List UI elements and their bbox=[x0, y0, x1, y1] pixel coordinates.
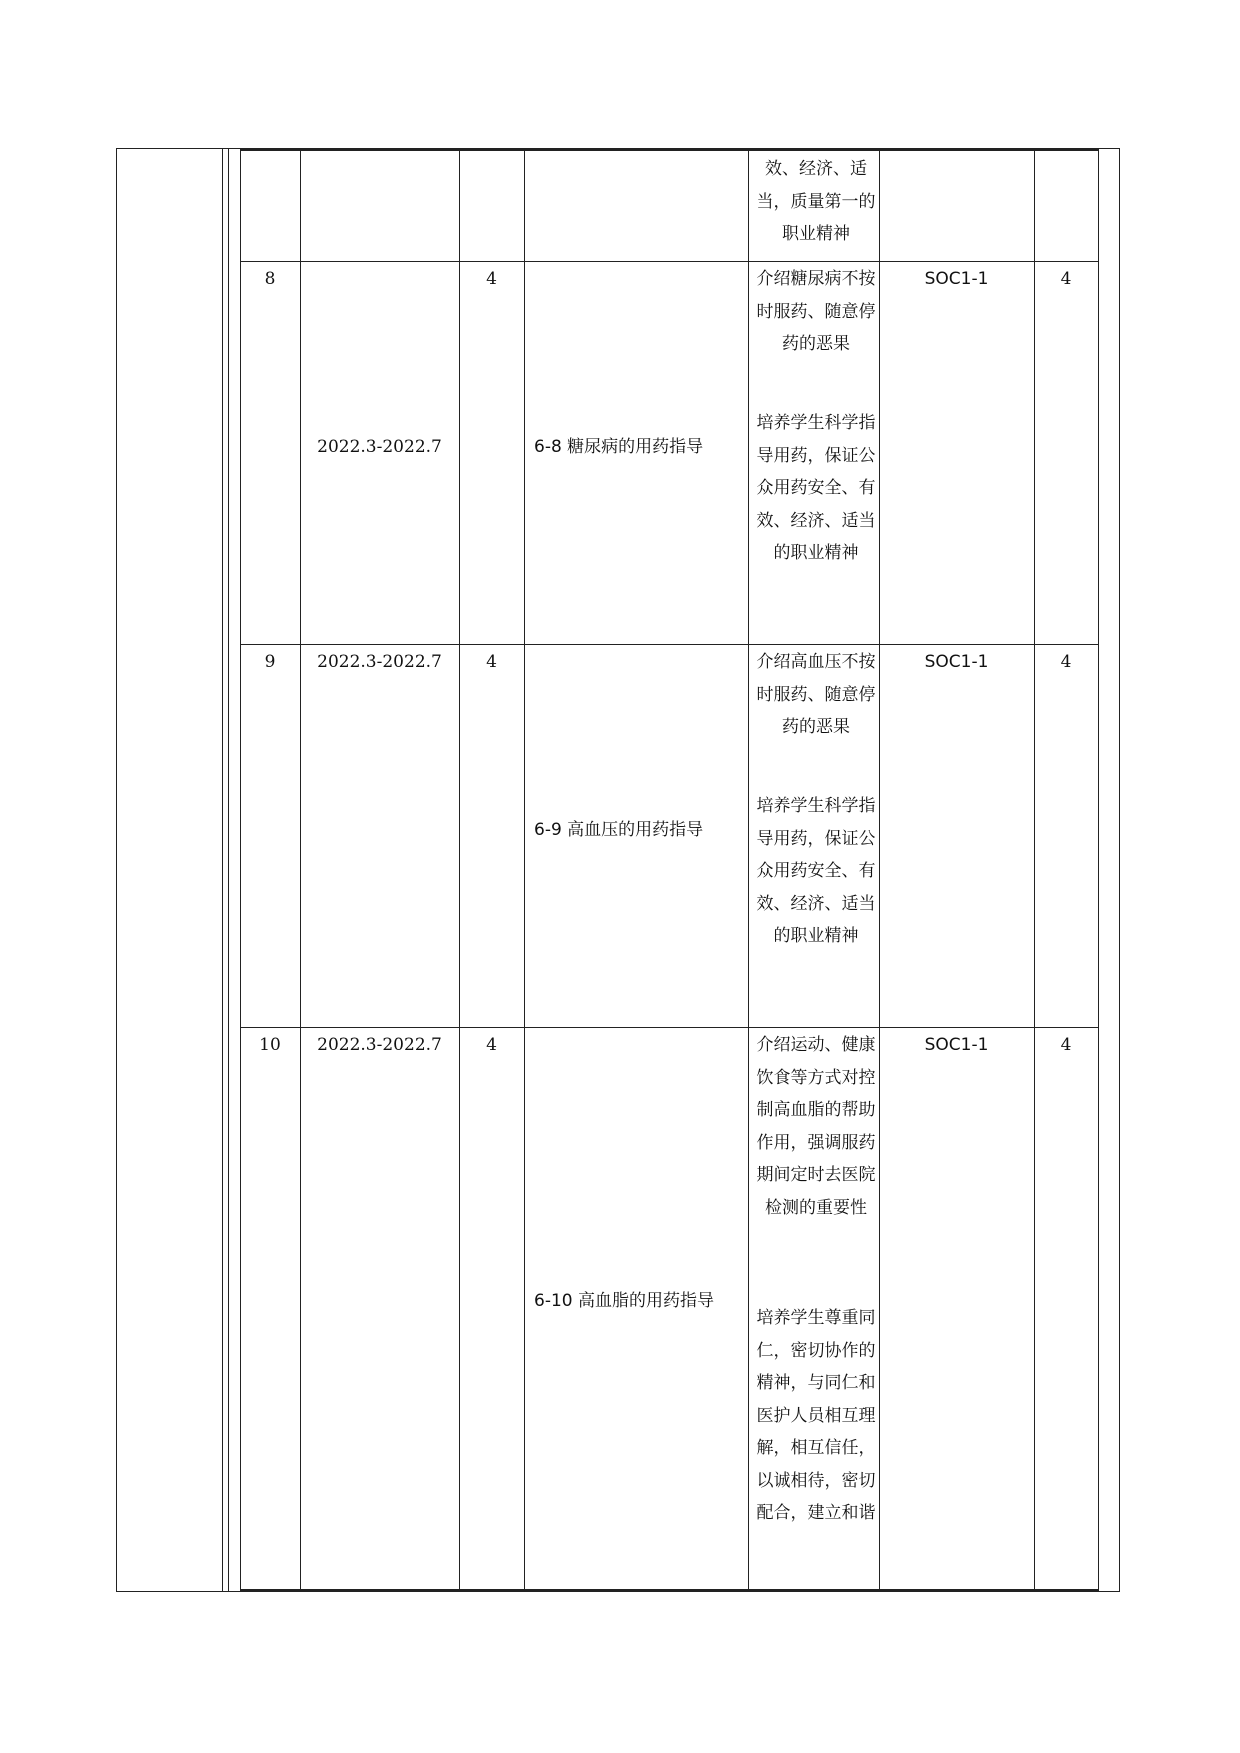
inner-left-border bbox=[240, 149, 241, 1591]
score-cell: 4 bbox=[1060, 269, 1072, 289]
hours-cell: 4 bbox=[486, 652, 497, 672]
column-divider bbox=[300, 149, 301, 1591]
hours-cell: 4 bbox=[486, 1035, 497, 1055]
topic-cell: 6-8 糖尿病的用药指导 bbox=[534, 437, 704, 457]
ideology-text: 培养学生科学指导用药，保证公众用药安全、有效、经济、适当的职业精神 bbox=[756, 796, 876, 946]
row-number: 10 bbox=[259, 1035, 281, 1055]
column-divider bbox=[524, 149, 525, 1591]
column-divider bbox=[459, 149, 460, 1591]
outer-right-border bbox=[1119, 148, 1120, 1592]
row-separator bbox=[240, 261, 1098, 262]
goal-cell: SOC1-1 bbox=[924, 269, 989, 289]
column-divider bbox=[748, 149, 749, 1591]
score-cell: 4 bbox=[1060, 1035, 1072, 1055]
ideology-text: 介绍高血压不按时服药、随意停药的恶果 bbox=[756, 652, 876, 737]
outer-bottom-border bbox=[116, 1591, 1119, 1592]
column-divider bbox=[222, 148, 223, 1592]
score-cell: 4 bbox=[1060, 652, 1072, 672]
column-divider bbox=[1034, 149, 1035, 1591]
topic-cell: 6-9 高血压的用药指导 bbox=[534, 820, 704, 840]
column-divider bbox=[228, 148, 229, 1592]
period-cell: 2022.3-2022.7 bbox=[317, 652, 442, 672]
ideology-text: 培养学生科学指导用药，保证公众用药安全、有效、经济、适当的职业精神 bbox=[756, 413, 876, 563]
period-cell: 2022.3-2022.7 bbox=[317, 1035, 442, 1055]
inner-right-border bbox=[1098, 149, 1099, 1591]
ideology-text: 培养学生尊重同仁，密切协作的精神，与同仁和医护人员相互理解，相互信任，以诚相待，密切配合，建立和谐 bbox=[756, 1308, 876, 1523]
ideology-text: 介绍糖尿病不按时服药、随意停药的恶果 bbox=[756, 269, 876, 354]
goal-cell: SOC1-1 bbox=[924, 1035, 989, 1055]
hours-cell: 4 bbox=[486, 269, 497, 289]
period-cell: 2022.3-2022.7 bbox=[317, 437, 442, 457]
ideology-text: 介绍运动、健康饮食等方式对控制高血脂的帮助作用，强调服药期间定时去医院检测的重要性 bbox=[756, 1035, 876, 1218]
row-separator bbox=[240, 1027, 1098, 1028]
row-number: 9 bbox=[264, 652, 276, 672]
row-separator bbox=[240, 644, 1098, 645]
inner-top-border bbox=[240, 149, 1098, 151]
inner-bottom-border bbox=[240, 1589, 1098, 1591]
row-number: 8 bbox=[264, 269, 276, 289]
topic-cell: 6-10 高血脂的用药指导 bbox=[534, 1291, 714, 1311]
ideology-text: 效、经济、适当，质量第一的职业精神 bbox=[756, 159, 876, 244]
outer-left-border bbox=[116, 148, 117, 1592]
goal-cell: SOC1-1 bbox=[924, 652, 989, 672]
